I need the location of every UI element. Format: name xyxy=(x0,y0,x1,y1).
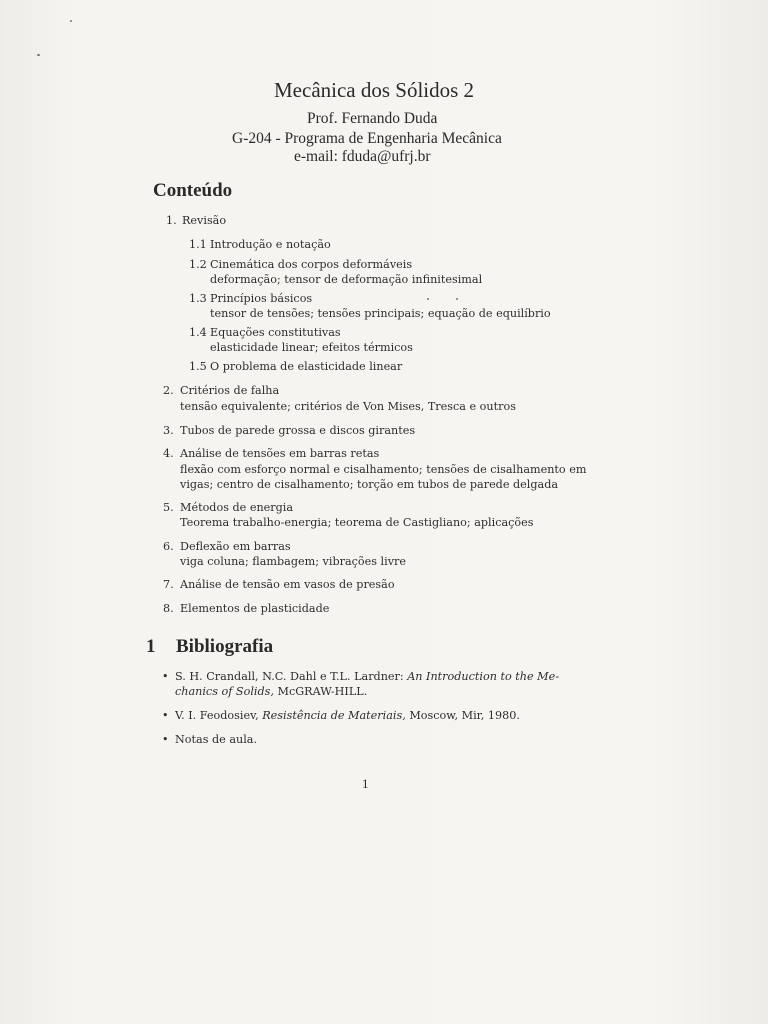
toc-detail: deformação; tensor de deformação infinitesimal xyxy=(210,273,483,286)
reference-publisher: McGRAW-HILL. xyxy=(277,685,368,698)
reference-3: Notas de aula. xyxy=(175,733,258,746)
reference-authors: V. I. Feodosiev, xyxy=(175,709,259,722)
toc-title: Princípios básicos xyxy=(210,292,313,305)
toc-title: Análise de tensão em vasos de presão xyxy=(180,578,395,591)
bullet-icon: • xyxy=(162,670,169,683)
reference-title: chanics of Solids, xyxy=(175,685,274,698)
toc-title: Critérios de falha xyxy=(180,384,280,397)
toc-title: Revisão xyxy=(182,214,227,227)
reference-2 xyxy=(175,709,520,722)
toc-num: 5. xyxy=(163,501,174,514)
toc-title: Elementos de plasticidade xyxy=(180,602,330,615)
document-title: Mecânica dos Sólidos 2 xyxy=(274,78,475,102)
author-name: Prof. Fernando Duda xyxy=(307,110,438,127)
page-number: 1 xyxy=(362,776,369,791)
toc-num: 1.2 xyxy=(189,258,207,271)
author-email: e-mail: fduda@ufrj.br xyxy=(294,148,431,165)
toc-num: 1.5 xyxy=(189,360,207,373)
bullet-icon: • xyxy=(162,733,169,746)
toc-detail: vigas; centro de cisalhamento; torção em tubos de parede delgada xyxy=(180,478,559,491)
toc-num: 1.4 xyxy=(189,326,207,339)
reference-title: An Introduction to the Me- xyxy=(407,670,559,683)
toc-num: 6. xyxy=(163,540,174,553)
toc-title: Análise de tensões em barras retas xyxy=(180,447,380,460)
toc-title: Deflexão em barras xyxy=(180,540,291,553)
reference-title: Resistência de Materiais, xyxy=(262,709,406,722)
department: G-204 - Programa de Engenharia Mecânica xyxy=(232,130,502,147)
reference-publisher: Moscow, Mir, 1980. xyxy=(409,709,520,722)
toc-num: 1.1 xyxy=(189,238,207,251)
bibliography-heading: Bibliografia xyxy=(176,636,274,657)
scan-speck xyxy=(456,298,458,300)
toc-num: 3. xyxy=(163,424,174,437)
toc-detail: tensão equivalente; critérios de Von Mises, Tresca e outros xyxy=(180,400,516,413)
toc-num: 2. xyxy=(163,384,174,397)
toc-num: 8. xyxy=(163,602,174,615)
toc-detail: tensor de tensões; tensões principais; equação de equilíbrio xyxy=(210,307,551,320)
toc-title: Introdução e notação xyxy=(210,238,331,251)
toc-title: Equações constitutivas xyxy=(210,326,341,339)
reference-1-line-1 xyxy=(175,670,559,683)
scan-speck xyxy=(37,54,40,56)
bullet-icon: • xyxy=(162,709,169,722)
toc-num: 1.3 xyxy=(189,292,207,305)
toc-detail: viga coluna; flambagem; vibrações livre xyxy=(180,555,407,568)
toc-detail: Teorema trabalho-energia; teorema de Castigliano; aplicações xyxy=(180,516,534,529)
toc-detail: flexão com esforço normal e cisalhamento; tensões de cisalhamento em xyxy=(180,463,587,476)
toc-title: Métodos de energia xyxy=(180,501,294,514)
reference-authors: S. H. Crandall, N.C. Dahl e T.L. Lardner: xyxy=(175,670,404,683)
toc-num: 4. xyxy=(163,447,174,460)
bibliography-number: 1 xyxy=(146,636,156,657)
toc-num: 7. xyxy=(163,578,174,591)
contents-heading: Conteúdo xyxy=(153,180,233,201)
toc-detail: elasticidade linear; efeitos térmicos xyxy=(210,341,413,354)
scan-speck xyxy=(427,298,429,300)
toc-num: 1. xyxy=(166,214,177,227)
toc-title: Tubos de parede grossa e discos girantes xyxy=(180,424,416,437)
scan-speck xyxy=(70,20,72,22)
reference-1-line-2 xyxy=(175,685,367,698)
toc-title: O problema de elasticidade linear xyxy=(210,360,403,373)
toc-title: Cinemática dos corpos deformáveis xyxy=(210,258,413,271)
